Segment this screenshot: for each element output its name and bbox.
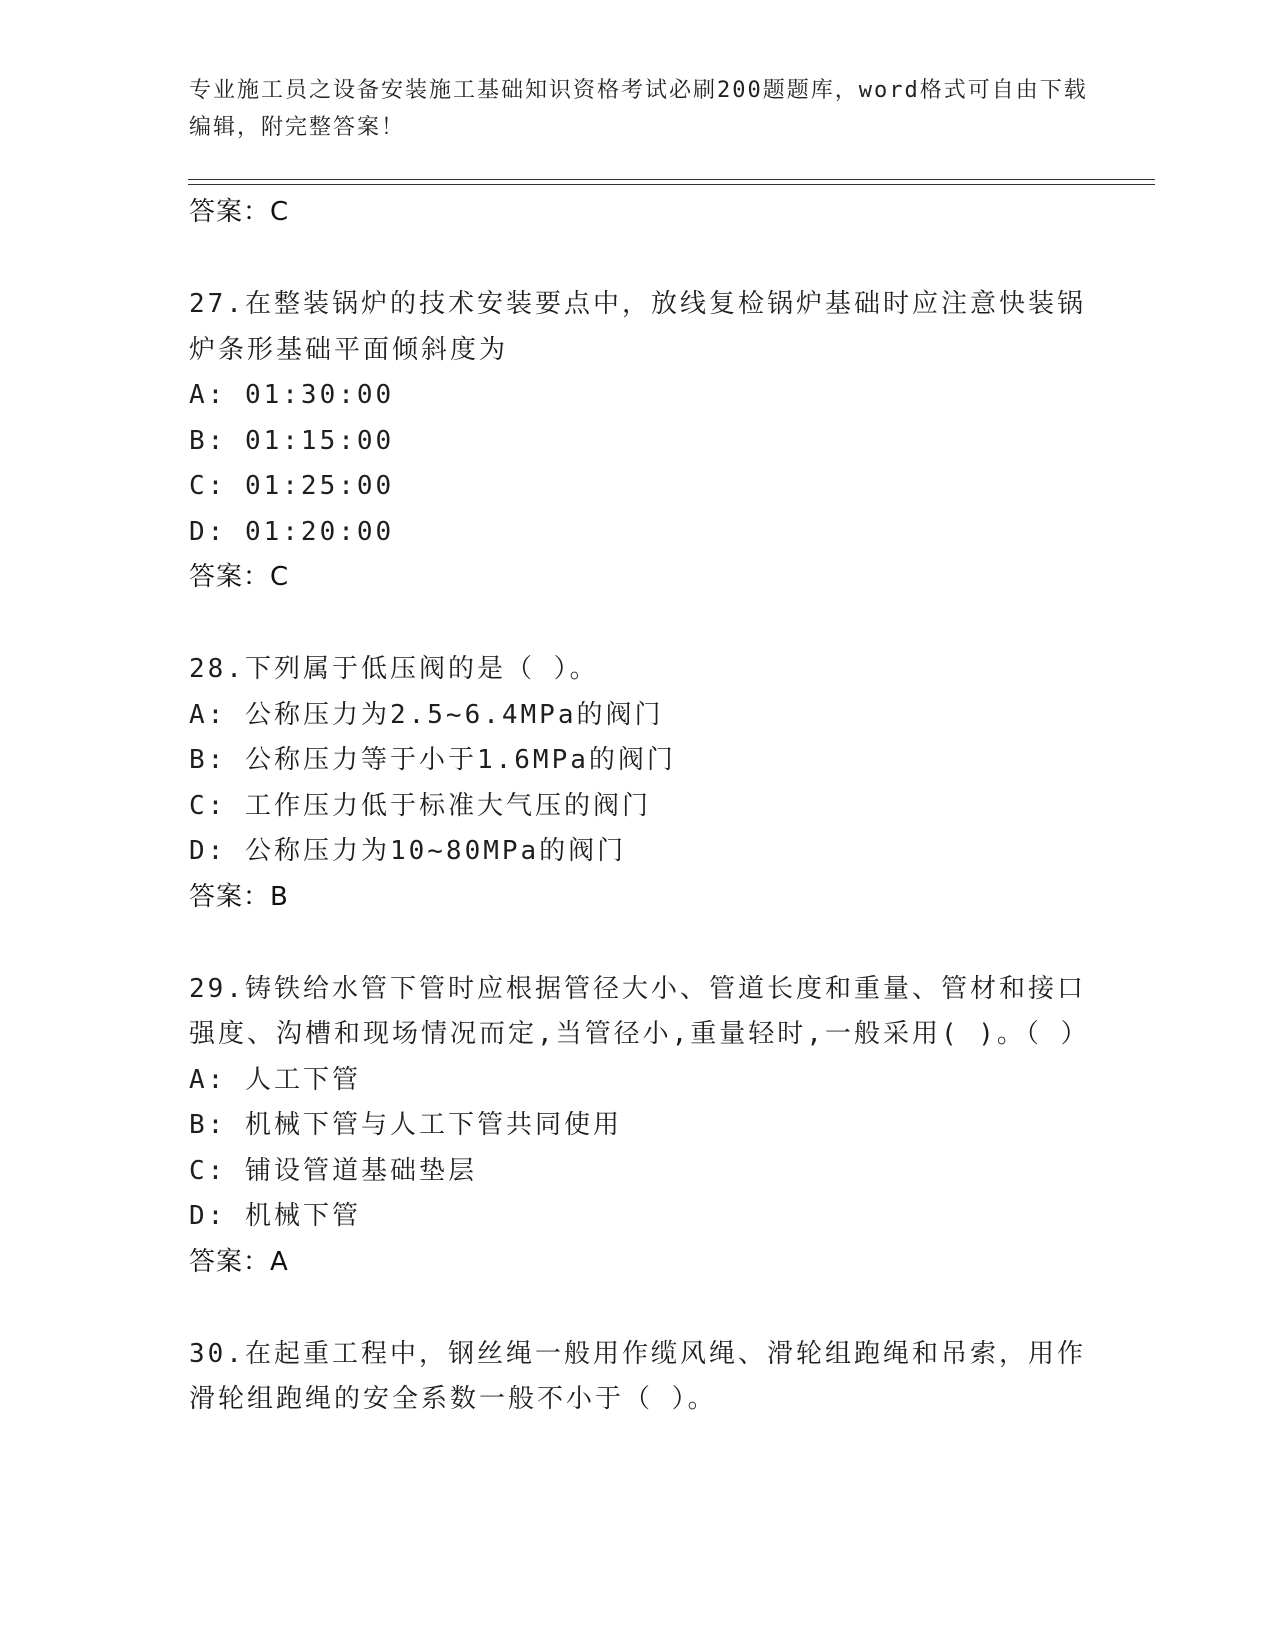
question-stem: 30.在起重工程中，钢丝绳一般用作缆风绳、滑轮组跑绳和吊索，用作滑轮组跑绳的安全系数一般不小于（ ）。 <box>189 1338 1086 1414</box>
header-rule-top <box>188 179 1155 180</box>
option-b: B: 机械下管与人工下管共同使用 <box>189 1110 622 1140</box>
option-c: C: 01:25:00 <box>189 471 395 501</box>
question-block-29 <box>189 967 1089 1285</box>
question-answer: 答案：A <box>189 1246 289 1277</box>
option-a: A: 公称压力为2.5~6.4MPa的阀门 <box>189 699 664 730</box>
option-a: A: 人工下管 <box>189 1064 361 1095</box>
question-block-27 <box>189 282 1089 600</box>
option-b: B: 公称压力等于小于1.6MPa的阀门 <box>189 745 676 775</box>
question-stem: 27.在整装锅炉的技术安装要点中，放线复检锅炉基础时应注意快装锅炉条形基础平面倾斜度为 <box>189 289 1086 365</box>
option-d: D: 公称压力为10~80MPa的阀门 <box>189 836 627 866</box>
question-block-30 <box>189 1332 1089 1423</box>
question-answer: 答案：B <box>189 881 289 912</box>
header-rule-bottom <box>188 184 1155 185</box>
question-answer: 答案：C <box>189 562 290 592</box>
option-d: D: 01:20:00 <box>189 516 395 547</box>
questions-content <box>189 190 1089 1423</box>
question-stem: 28.下列属于低压阀的是（ ）。 <box>189 654 599 684</box>
question-stem: 29.铸铁给水管下管时应根据管径大小、管道长度和重量、管材和接口强度、沟槽和现场情况而定,当管径小,重量轻时,一般采用( )。（ ） <box>189 973 1090 1049</box>
option-d: D: 机械下管 <box>189 1201 361 1231</box>
option-c: C: 铺设管道基础垫层 <box>189 1155 477 1186</box>
question-block-28 <box>189 647 1089 920</box>
option-a: A: 01:30:00 <box>189 380 395 410</box>
header-title: 专业施工员之设备安装施工基础知识资格考试必刷200题题库，word格式可自由下载编辑，附完整答案！ <box>189 78 1088 140</box>
page-header <box>189 72 1089 146</box>
option-c: C: 工作压力低于标准大气压的阀门 <box>189 790 651 821</box>
previous-answer: 答案：C <box>189 197 290 227</box>
option-b: B: 01:15:00 <box>189 425 395 456</box>
